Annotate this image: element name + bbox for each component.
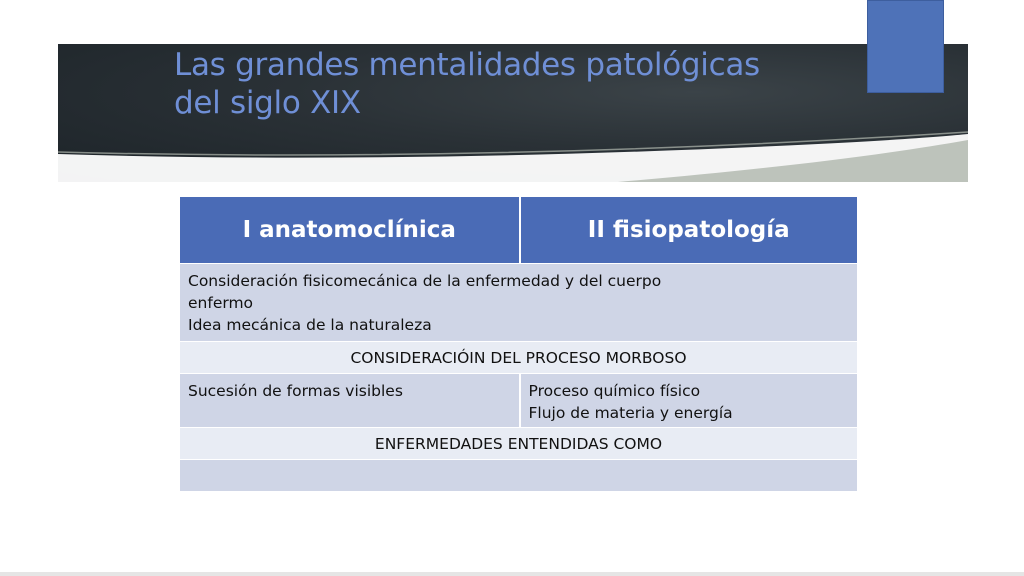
table-header-row	[180, 197, 857, 264]
header-fisiopatologia: II fisiopatología	[519, 197, 858, 263]
table-cell	[180, 264, 857, 341]
bottom-divider	[0, 572, 1024, 576]
header-anatomoclinica: I anatomoclínica	[242, 217, 456, 243]
table-row	[180, 264, 857, 342]
slide-title-line-1: Las grandes mentalidades patológicas	[174, 47, 760, 83]
table-cell-right	[519, 374, 858, 427]
slide-title-line-2: del siglo XIX	[174, 85, 361, 121]
table-row	[180, 460, 857, 492]
table-row	[180, 374, 857, 428]
table-row	[180, 342, 857, 374]
table-cell-left	[180, 374, 519, 427]
table-cell: CONSIDERACIÓIN DEL PROCESO MORBOSO	[350, 348, 687, 367]
slide-title	[174, 46, 874, 122]
table-row	[180, 428, 857, 460]
accent-block	[867, 0, 944, 93]
table-cell-empty	[180, 460, 857, 491]
cell-text: enfermo	[188, 294, 254, 312]
cell-text: Proceso químico físico	[528, 382, 701, 400]
cell-text: Sucesión de formas visibles	[188, 382, 403, 400]
title-banner	[58, 44, 968, 182]
cell-text: Consideración fisicomecánica de la enfermedad y del cuerpo	[188, 272, 662, 290]
comparison-table	[180, 197, 857, 492]
cell-text: Flujo de materia y energía	[528, 404, 733, 422]
table-cell: ENFERMEDADES ENTENDIDAS COMO	[374, 434, 663, 453]
cell-text: Idea mecánica de la naturaleza	[188, 316, 432, 334]
